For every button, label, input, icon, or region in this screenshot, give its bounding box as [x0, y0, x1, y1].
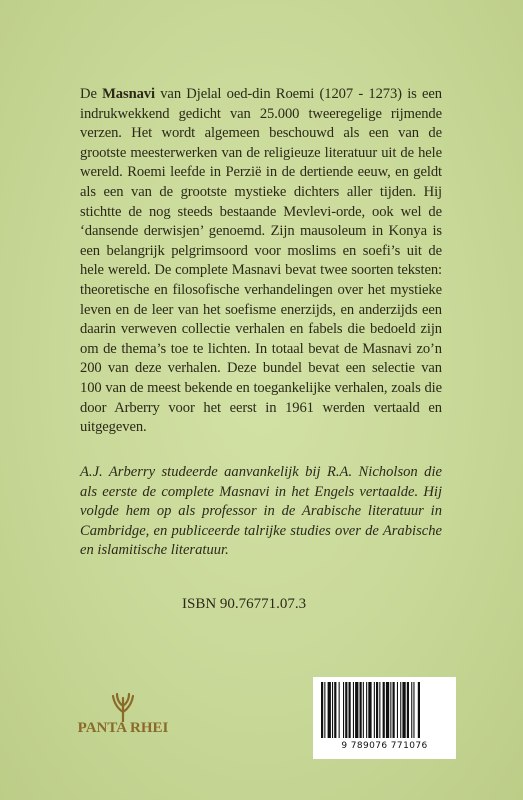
barcode-bar	[328, 682, 331, 738]
barcode-bar	[334, 682, 336, 738]
barcode-bar	[402, 682, 405, 738]
barcode-bar	[386, 682, 389, 738]
description-body: van Djelal oed-din Roemi (1207 - 1273) is een indrukwekkend gedicht van 25.000 tweeregelige rijmende verzen. Het wordt algemeen beschouwd als een van de grootste meesterwerken van de religieuze literatuur uit de hele wereld. Roemi leefde in Perzië in de dertiende eeuw, en geldt als een van de grootste mystieke dichters aller tijden. Hij stichtte de nog steeds bestaande Mevlevi-orde, ook wel de ‘dansende derwisjen’ genoemd. Zijn mausoleum in Konya is een belangrijk pelgrimsoord voor moslims en soefi’s uit de hele wereld. De complete Masnavi bevat twee soorten teksten: theoretische en filosofische verhandelingen over het mystieke leven en de leer van het soefisme enerzijds, en anderzijds een daarin verweven collectie verhalen en fabels die bedoeld zijn om de thema’s toe te lichten. In totaal bevat de Masnavi zo’n 200 van deze verhalen. Deze bundel bevat een selectie van 100 van de meest bekende en toegankelijke verhalen, zoals die door Arberry voor het eerst in 1961 werden vertaald en uitgegeven.	[80, 86, 442, 436]
description-title: Masnavi	[102, 86, 155, 102]
barcode-bar	[418, 682, 420, 738]
wheat-sprout-icon	[105, 692, 141, 722]
barcode-bar	[383, 682, 385, 738]
barcode-bar	[332, 682, 333, 738]
barcode-bar	[393, 682, 395, 738]
barcode-bars	[319, 682, 450, 740]
barcode-bar	[413, 682, 414, 738]
publisher-logo	[68, 692, 178, 752]
barcode-bar	[355, 682, 358, 738]
barcode-bar	[407, 682, 409, 738]
barcode-bar	[349, 682, 351, 738]
barcode-number: 9 789076 771076	[341, 741, 428, 751]
barcode-bar	[353, 682, 354, 738]
barcode-bar	[397, 682, 398, 738]
barcode	[313, 677, 456, 759]
barcode-bar	[400, 682, 401, 738]
barcode-bar	[411, 682, 412, 738]
barcode-bar	[363, 682, 364, 738]
barcode-bar	[343, 682, 344, 738]
publisher-name: PANTA RHEI	[77, 720, 169, 736]
barcode-bar	[376, 682, 378, 738]
barcode-bar	[339, 682, 340, 738]
barcode-bar	[368, 682, 371, 738]
isbn-number: ISBN 90.76771.07.3	[182, 596, 307, 612]
barcode-bar	[374, 682, 375, 738]
barcode-bar	[321, 682, 323, 738]
barcode-bar	[324, 682, 325, 738]
barcode-bar	[390, 682, 391, 738]
barcode-bar	[379, 682, 380, 738]
description-text	[80, 85, 442, 438]
author-bio: A.J. Arberry studeerde aanvankelijk bij R.A. Nicholson die als eerste de complete Masnavi in het Engels vertaalde. Hij volgde hem op als professor in de Arabische literatuur in Cambridge, en publiceerde talrijke studies over de Arabische en islamitische literatuur.	[80, 464, 442, 559]
barcode-bar	[360, 682, 362, 738]
description-lead: De	[80, 86, 97, 102]
barcode-bar	[366, 682, 367, 738]
barcode-bar	[345, 682, 347, 738]
